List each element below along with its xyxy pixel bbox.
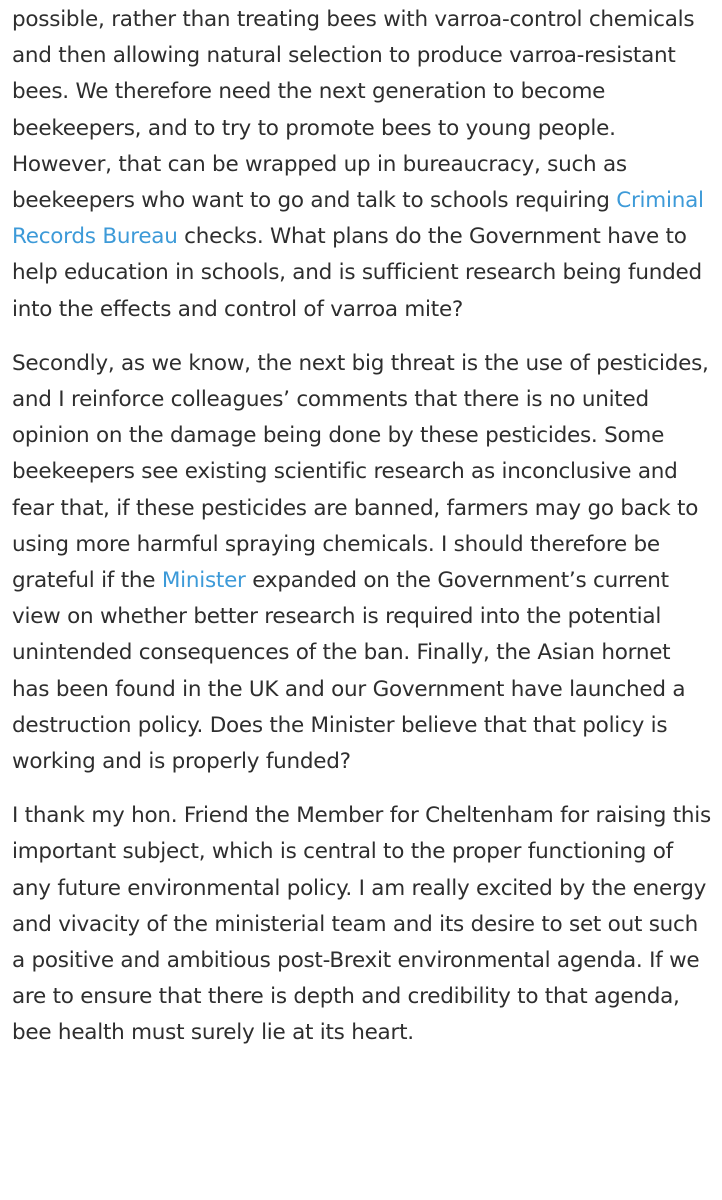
paragraph-text: Secondly, as we know, the next big threat is the use of pesticides, and I reinforce colleagues’ comments that there is no united opinion on the damage being done by these pesticides. Some beekeepers see existing scientific research as inconclusive and fear that, if these pesticides are banned, farmers may go back to using more harmful spraying chemicals. I should therefore be grateful if the — [12, 350, 709, 594]
paragraph-response — [12, 798, 712, 1051]
paragraph-text: expanded on the Government’s current view on whether better research is required into the potential unintended consequences of the ban. Finally, the Asian hornet has been found in the UK and our Government have launched a destruction policy. Does the Minister believe that that policy is working and is properly funded? — [12, 568, 686, 775]
paragraph-varroa — [12, 2, 712, 328]
paragraph-text: checks. What plans do the Government have to help education in schools, and is sufficient research being funded into the effects and control of varroa mite? — [12, 224, 702, 322]
paragraph-pesticides — [12, 346, 712, 780]
paragraph-text: possible, rather than treating bees with varroa-control chemicals and then allowing natural selection to produce varroa-resistant bees. We therefore need the next generation to become beekeepers, and to try to promote bees to young people. However, that can be wrapped up in bureaucracy, such as beekeepers who want to go and talk to schools requiring — [12, 7, 695, 214]
criminal-records-bureau-link[interactable]: Criminal Records Bureau — [12, 188, 704, 250]
minister-link[interactable]: Minister — [161, 568, 246, 594]
paragraph-text: I thank my hon. Friend the Member for Cheltenham for raising this important subject, which is central to the proper functioning of any future environmental policy. I am really excited by the energy and vivacity of the ministerial team and its desire to set out such a positive and ambitious post-Brexit environmental agenda. If we are to ensure that there is depth and credibility to that agenda, bee health must surely lie at its heart. — [12, 803, 711, 1046]
article-body — [12, 2, 712, 1070]
